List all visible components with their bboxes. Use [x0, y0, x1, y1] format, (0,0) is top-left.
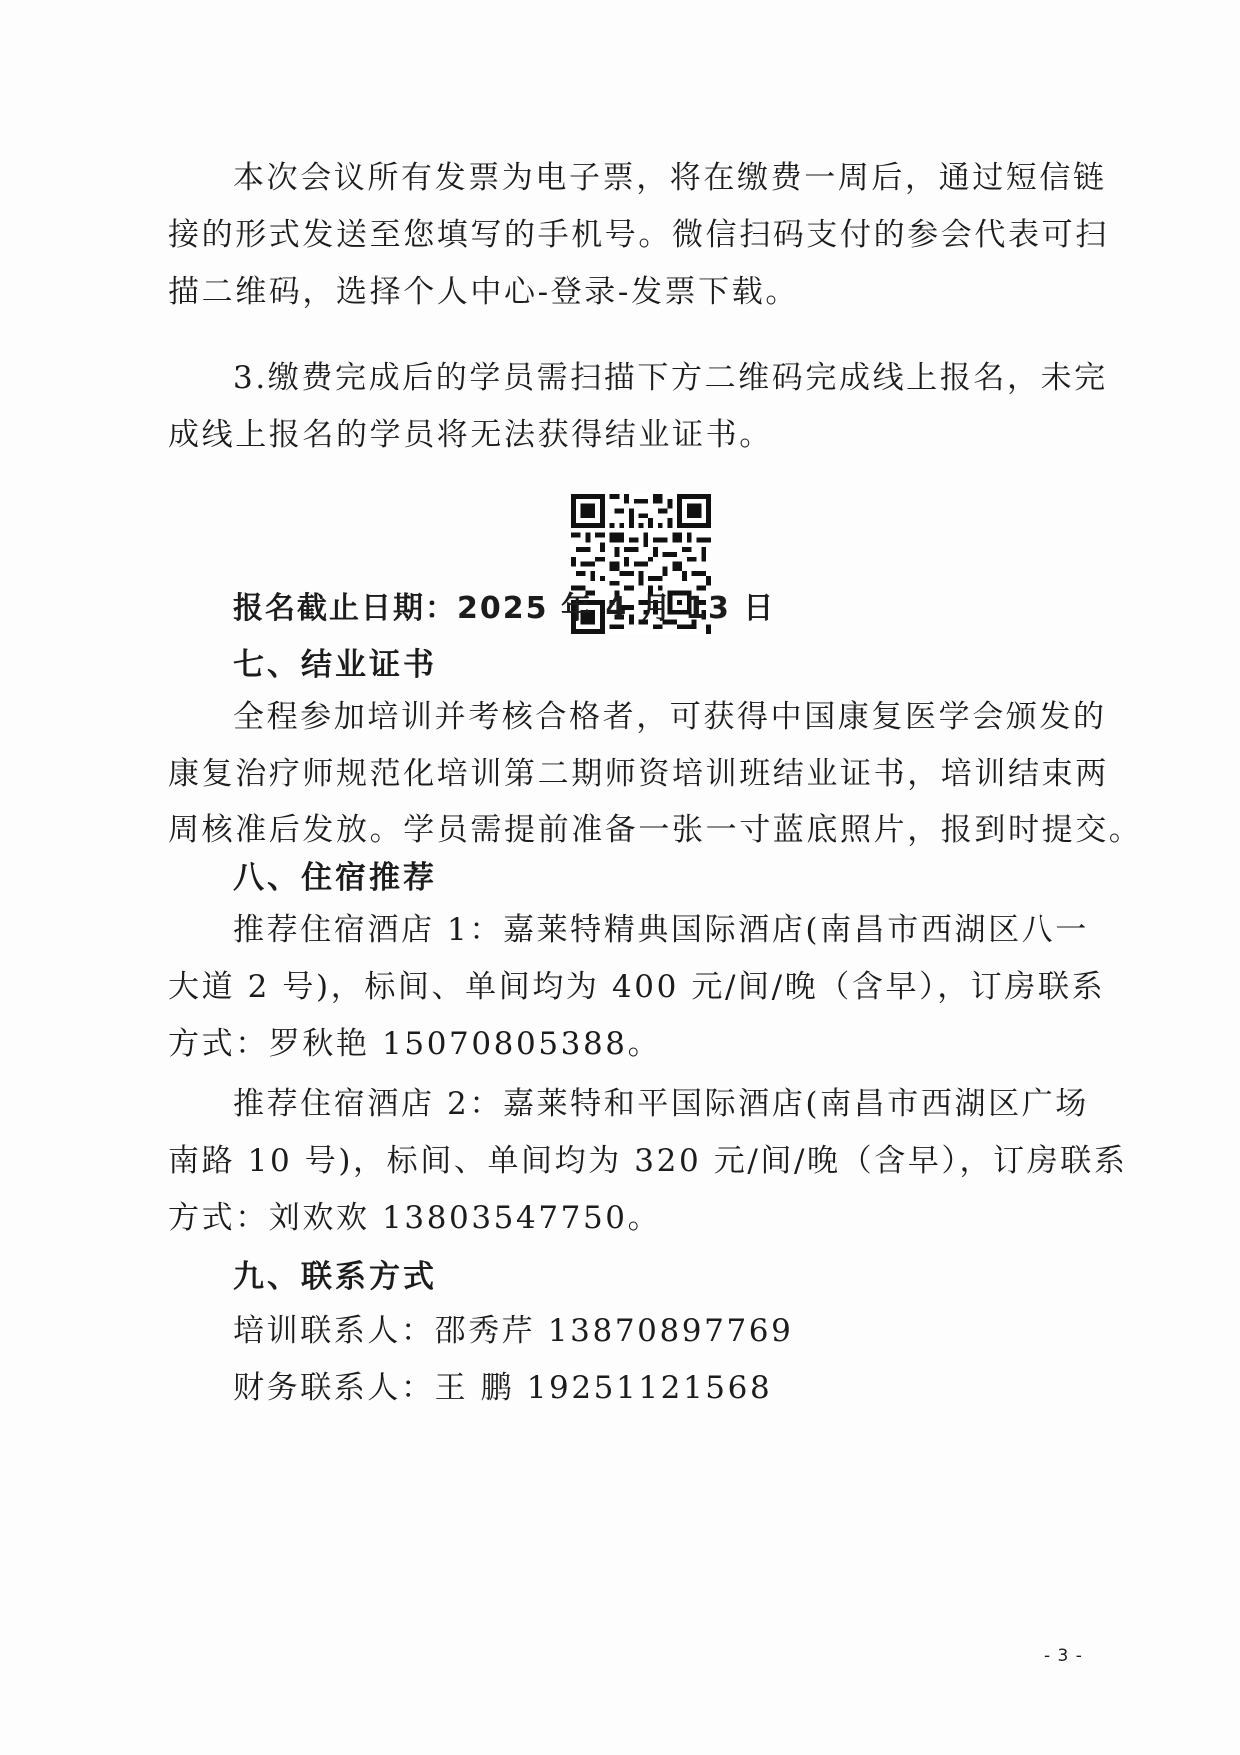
section7-heading: 七、结业证书 — [233, 647, 437, 683]
hotel2-line-3: 方式：刘欢欢 13803547750。 — [168, 1200, 662, 1236]
hotel1-line-3: 方式：罗秋艳 15070805388。 — [168, 1026, 662, 1062]
section7-line-3: 周核准后发放。学员需提前准备一张一寸蓝底照片，报到时提交。 — [168, 812, 1143, 848]
paragraph-invoice-line-2: 接的形式发送至您填写的手机号。微信扫码支付的参会代表可扫 — [168, 217, 1109, 253]
section7-line-1: 全程参加培训并考核合格者，可获得中国康复医学会颁发的 — [233, 699, 1107, 735]
section7-line-2: 康复治疗师规范化培训第二期师资培训班结业证书，培训结束两 — [168, 756, 1109, 792]
hotel2-line-2: 南路 10 号)，标间、单间均为 320 元/间/晚（含早），订房联系 — [168, 1143, 1128, 1179]
hotel1-line-2: 大道 2 号)，标间、单间均为 400 元/间/晚（含早），订房联系 — [168, 969, 1106, 1005]
page-number: - 3 - — [1044, 1646, 1083, 1666]
paragraph-invoice-line-1: 本次会议所有发票为电子票，将在缴费一周后，通过短信链 — [233, 160, 1107, 196]
paragraph-invoice-line-3: 描二维码，选择个人中心-登录-发票下载。 — [168, 274, 799, 310]
training-contact: 培训联系人：邵秀芹 13870897769 — [233, 1313, 794, 1349]
section8-heading: 八、住宿推荐 — [233, 860, 437, 896]
paragraph-registration-line-1: 3.缴费完成后的学员需扫描下方二维码完成线上报名，未完 — [233, 360, 1108, 396]
paragraph-registration-line-2: 成线上报名的学员将无法获得结业证书。 — [168, 417, 773, 453]
section9-heading: 九、联系方式 — [233, 1259, 437, 1295]
hotel2-line-1: 推荐住宿酒店 2：嘉莱特和平国际酒店(南昌市西湖区广场 — [233, 1086, 1089, 1122]
registration-deadline: 报名截止日期：2025 年 4 月 13 日 — [233, 591, 776, 626]
hotel1-line-1: 推荐住宿酒店 1：嘉莱特精典国际酒店(南昌市西湖区八一 — [233, 912, 1089, 948]
finance-contact: 财务联系人：王 鹏 19251121568 — [233, 1370, 773, 1406]
